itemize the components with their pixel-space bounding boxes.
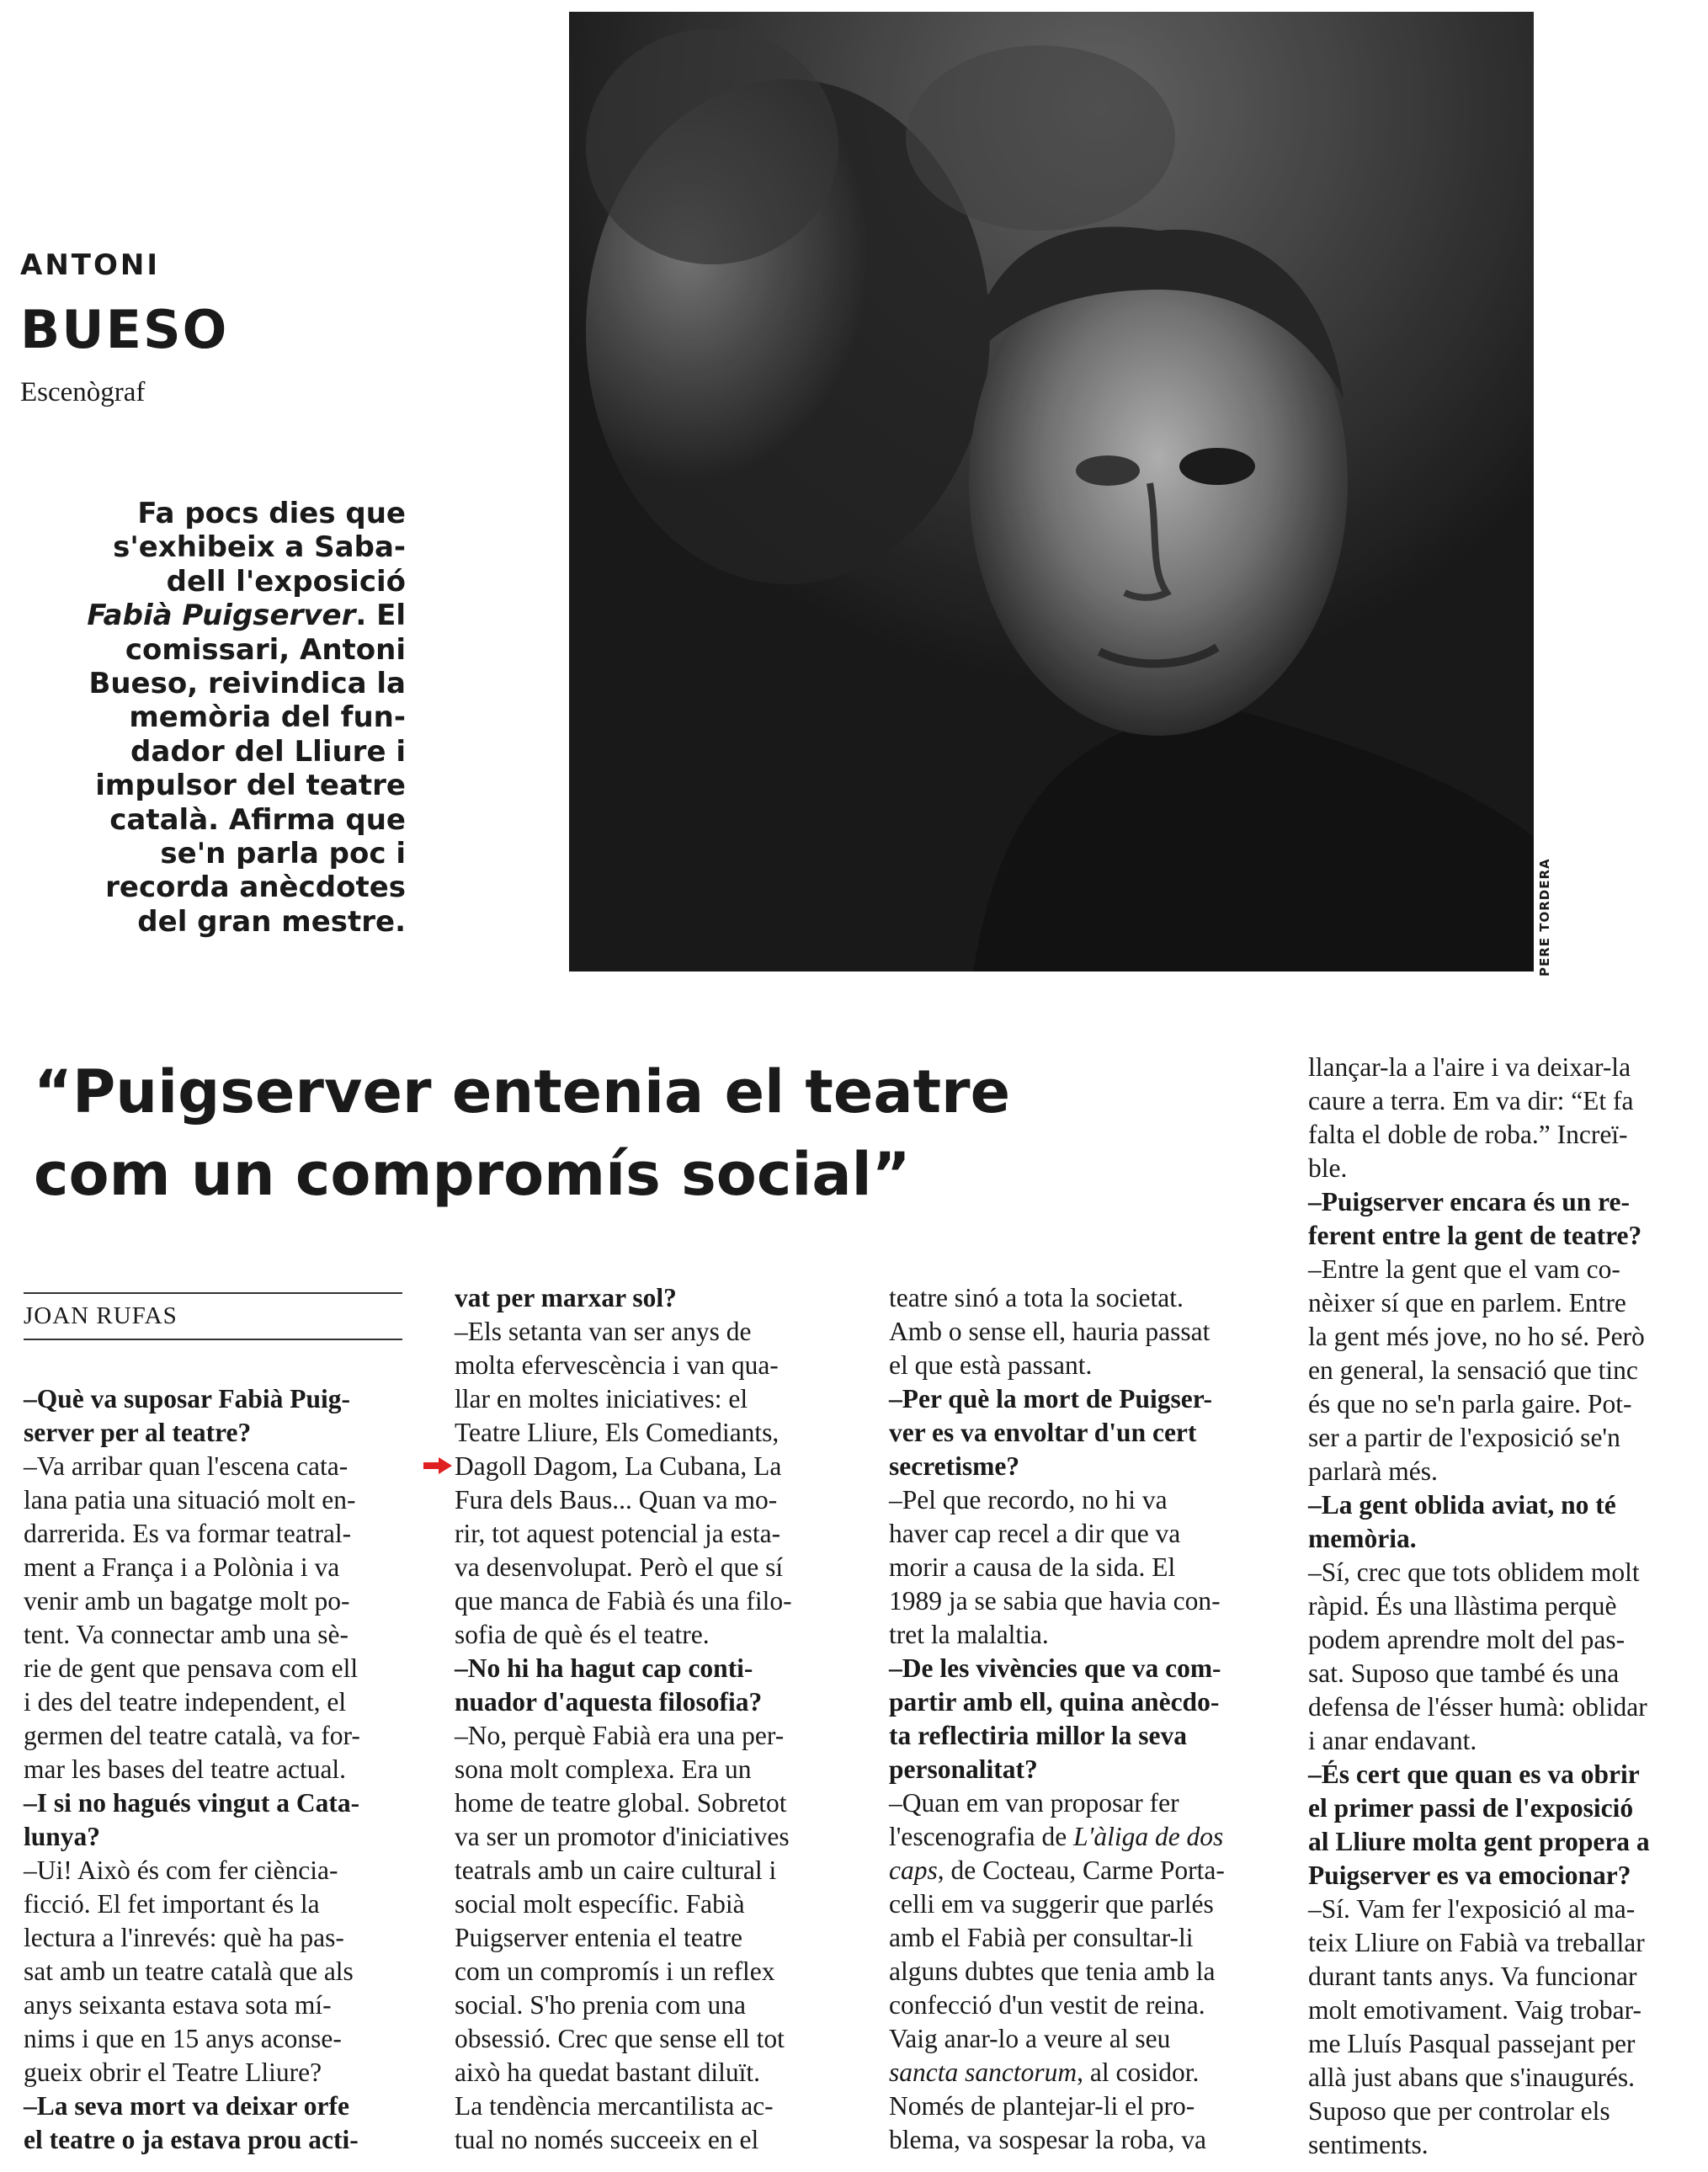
answer-line: ficció. El fet important és la: [24, 1889, 320, 1919]
answer-line: en general, la sensació que tinc: [1308, 1355, 1638, 1385]
article-column-3: [889, 1281, 1285, 2157]
answer-line: va ser un promotor d'iniciatives: [455, 1822, 790, 1851]
question-line: –La gent oblida aviat, no té: [1308, 1490, 1616, 1520]
question-line: lunya?: [24, 1822, 101, 1851]
answer-line: sat amb un teatre català que als: [24, 1956, 354, 1986]
answer-line: ràpid. És una llàstima perquè: [1308, 1591, 1617, 1621]
answer-line: Dagoll Dagom, La Cubana, La: [455, 1451, 782, 1481]
question-line: Puigserver es va emocionar?: [1308, 1861, 1631, 1890]
lead-line: memòria del fun-: [129, 700, 406, 735]
answer-line: [889, 1820, 1285, 1854]
headline-line: com un compromís social”: [34, 1140, 911, 1209]
answer-line: [889, 2056, 1285, 2089]
answer-line: teatrals amb un caire cultural i: [455, 1855, 777, 1885]
answer-line: ser a partir de l'exposició se'n: [1308, 1423, 1620, 1452]
lead-line: del gran mestre.: [137, 904, 406, 939]
question-line: –Què va suposar Fabià Puig-: [24, 1384, 350, 1413]
answer-line: Només de plantejar-li el pro-: [889, 2091, 1195, 2121]
margin-arrow-icon: [423, 1457, 452, 1474]
lead-line: recorda anècdotes: [105, 870, 406, 905]
question-line: el primer passi de l'exposició: [1308, 1793, 1634, 1823]
answer-line: venir amb un bagatge molt po-: [24, 1586, 350, 1616]
answer-line: sofia de què és el teatre.: [455, 1620, 710, 1649]
answer-line: celli em va suggerir que parlés: [889, 1889, 1214, 1919]
answer-line: –No, perquè Fabià era una per-: [455, 1721, 785, 1750]
answer-line: teix Lliure on Fabià va treballar: [1308, 1928, 1645, 1957]
play-title: caps: [889, 1855, 938, 1885]
answer-line: lana patia una situació molt en-: [24, 1485, 356, 1515]
answer-line: és que no se'n parla gaire. Pot-: [1308, 1389, 1632, 1419]
answer-line: allà just abans que s'inaugurés.: [1308, 2063, 1635, 2092]
question-line: ferent entre la gent de teatre?: [1308, 1221, 1642, 1250]
lead-line: dell l'exposició: [166, 564, 406, 599]
answer-line: parlarà més.: [1308, 1456, 1438, 1486]
question-line: –Per què la mort de Puigser-: [889, 1384, 1213, 1413]
lead-line: [17, 599, 406, 632]
answer-line: que manca de Fabià és una filo-: [455, 1586, 792, 1616]
answer-line: caure a terra. Em va dir: “Et fa: [1308, 1086, 1634, 1115]
answer-line: com un compromís i un reflex: [455, 1956, 775, 1986]
question-line: secretisme?: [889, 1451, 1020, 1481]
answer-line: –Ui! Això és com fer ciència-: [24, 1855, 338, 1885]
answer-line: rie de gent que pensava com ell: [24, 1653, 359, 1683]
answer-line: amb el Fabià per consultar-li: [889, 1923, 1194, 1952]
answer-line: rir, tot aquest potencial ja esta-: [455, 1519, 781, 1548]
answer-line: –Pel que recordo, no hi va: [889, 1485, 1168, 1515]
answer-line: tual no només succeeix en el: [455, 2125, 759, 2154]
answer-line: –Sí. Vam fer l'exposició al ma-: [1308, 1894, 1636, 1924]
question-line: personalitat?: [889, 1754, 1038, 1784]
headline-line: “Puigserver entenia el teatre: [34, 1057, 1011, 1126]
lead-line: Bueso, reivindica la: [88, 667, 406, 701]
lead-line: dador del Lliure i: [130, 734, 406, 769]
answer-line: –Va arribar quan l'escena cata-: [24, 1451, 349, 1481]
question-line: –La seva mort va deixar orfe: [24, 2091, 349, 2121]
question-line: –No hi ha hagut cap conti-: [455, 1653, 753, 1683]
answer-text: , de Cocteau, Carme Porta-: [937, 1855, 1225, 1885]
question-line: nuador d'aquesta filosofia?: [455, 1687, 763, 1717]
answer-line: llar en moltes iniciatives: el: [455, 1384, 748, 1413]
lead-line: se'n parla poc i: [160, 837, 406, 871]
answer-line: nèixer sí que en parlem. Entre: [1308, 1288, 1626, 1318]
question-line: –És cert que quan es va obrir: [1308, 1759, 1640, 1789]
play-title: L'àliga de dos: [1073, 1822, 1224, 1851]
answer-line: molta efervescència i van qua-: [455, 1350, 779, 1380]
answer-line: obsessió. Crec que sense ell tot: [455, 2024, 785, 2053]
question-line: –De les vivències que va com-: [889, 1653, 1221, 1683]
answer-line: defensa de l'ésser humà: oblidar: [1308, 1692, 1647, 1722]
answer-line: confecció d'un vestit de reina.: [889, 1990, 1205, 2020]
answer-line: Puigserver entenia el teatre: [455, 1923, 742, 1952]
lead-line-rest: . El: [355, 599, 406, 633]
answer-line: me Lluís Pasqual passejant per: [1308, 2029, 1636, 2058]
answer-line: ment a França i a Polònia i va: [24, 1552, 340, 1582]
question-line: memòria.: [1308, 1524, 1417, 1553]
answer-line: podem aprendre molt del pas-: [1308, 1625, 1626, 1654]
article-column-1: [24, 1382, 411, 2157]
answer-line: teatre sinó a tota la societat.: [889, 1283, 1184, 1312]
answer-line: alguns dubtes que tenia amb la: [889, 1956, 1216, 1986]
portrait-photo: [569, 12, 1534, 972]
answer-line: germen del teatre català, va for-: [24, 1721, 360, 1750]
answer-line: sona molt complexa. Era un: [455, 1754, 752, 1784]
lead-line: s'exhibeix a Saba-: [113, 530, 406, 565]
photo-credit: PERE TORDERA: [1537, 858, 1552, 977]
answer-line: tent. Va connectar amb una sè-: [24, 1620, 349, 1649]
answer-line: això ha quedat bastant diluït.: [455, 2058, 761, 2087]
answer-line: tret la malaltia.: [889, 1620, 1049, 1649]
answer-line: home de teatre global. Sobretot: [455, 1788, 787, 1818]
answer-line: Fura dels Baus... Quan va mo-: [455, 1485, 778, 1515]
article-column-4: [1308, 1051, 1695, 2162]
lead-paragraph: [17, 497, 406, 939]
answer-line: falta el doble de roba.” Increï-: [1308, 1120, 1628, 1149]
answer-line: durant tants anys. Va funcionar: [1308, 1962, 1637, 1991]
answer-line: nims i que en 15 anys aconse-: [24, 2024, 342, 2053]
lead-line: impulsor del teatre: [95, 769, 406, 803]
answer-line: [889, 1854, 1285, 1887]
answer-line: 1989 ja se sabia que havia con-: [889, 1586, 1221, 1616]
answer-line: sat. Suposo que també és una: [1308, 1658, 1620, 1688]
answer-line: Vaig anar-lo a veure al seu: [889, 2024, 1171, 2053]
lead-line: català. Afirma que: [109, 802, 406, 837]
answer-line: –Sí, crec que tots oblidem molt: [1308, 1557, 1640, 1587]
answer-line: Amb o sense ell, hauria passat: [889, 1317, 1210, 1346]
latin-phrase: sancta sanctorum: [889, 2058, 1077, 2087]
answer-line: lectura a l'inrevés: què ha pas-: [24, 1923, 344, 1952]
question-line: ta reflectiria millor la seva: [889, 1721, 1187, 1750]
answer-line: social molt específic. Fabià: [455, 1889, 745, 1919]
answer-line: molt emotivament. Vaig trobar-: [1308, 1995, 1641, 2025]
answer-line: La tendència mercantilista ac-: [455, 2091, 774, 2121]
headline: [34, 1051, 1280, 1216]
question-line: el teatre o ja estava prou acti-: [24, 2125, 359, 2154]
question-line: partir amb ell, quina anècdo-: [889, 1687, 1220, 1717]
question-line: ver es va envoltar d'un cert: [889, 1418, 1197, 1447]
lead-line: comissari, Antoni: [125, 632, 406, 667]
answer-line: haver cap recel a dir que va: [889, 1519, 1181, 1548]
lead-line: Fa pocs dies que: [137, 497, 406, 530]
interviewee-first-name: ANTONI: [20, 248, 160, 282]
question-line: –Puigserver encara és un re-: [1308, 1187, 1630, 1216]
answer-line: i anar endavant.: [1308, 1726, 1477, 1755]
question-line: server per al teatre?: [24, 1418, 252, 1447]
answer-line: va desenvolupat. Però el que sí: [455, 1552, 784, 1582]
question-line: –I si no hagués vingut a Cata-: [24, 1788, 360, 1818]
answer-line: ble.: [1308, 1153, 1348, 1183]
answer-line: la gent més jove, no ho sé. Però: [1308, 1322, 1645, 1351]
interviewee-role: Escenògraf: [20, 377, 146, 407]
answer-line: morir a causa de la sida. El: [889, 1552, 1176, 1582]
exhibition-title: Fabià Puigserver: [87, 599, 356, 633]
answer-line: –Quan em van proposar fer: [889, 1788, 1179, 1818]
byline: JOAN RUFAS: [24, 1292, 402, 1340]
answer-text: l'escenografia de: [889, 1822, 1074, 1851]
answer-line: el que està passant.: [889, 1350, 1093, 1380]
answer-line: Suposo que per controlar els: [1308, 2096, 1610, 2126]
answer-line: anys seixanta estava sota mí-: [24, 1990, 332, 2020]
answer-line: i des del teatre independent, el: [24, 1687, 347, 1717]
answer-line: –Els setanta van ser anys de: [455, 1317, 752, 1346]
answer-line: gueix obrir el Teatre Lliure?: [24, 2058, 322, 2087]
answer-text: , al cosidor.: [1077, 2058, 1200, 2087]
answer-line: blema, va sospesar la roba, va: [889, 2125, 1206, 2154]
answer-line: llançar-la a l'aire i va deixar-la: [1308, 1052, 1631, 1082]
answer-line: sentiments.: [1308, 2130, 1429, 2159]
answer-line: social. S'ho prenia com una: [455, 1990, 746, 2020]
answer-line: mar les bases del teatre actual.: [24, 1754, 347, 1784]
article-column-2: [455, 1281, 850, 2157]
answer-line: Teatre Lliure, Els Comediants,: [455, 1418, 780, 1447]
question-line: vat per marxar sol?: [455, 1283, 677, 1312]
question-line: al Lliure molta gent propera a: [1308, 1827, 1650, 1856]
interviewee-last-name: BUESO: [20, 299, 229, 360]
answer-line: –Entre la gent que el vam co-: [1308, 1254, 1620, 1284]
answer-line: darrerida. Es va formar teatral-: [24, 1519, 352, 1548]
